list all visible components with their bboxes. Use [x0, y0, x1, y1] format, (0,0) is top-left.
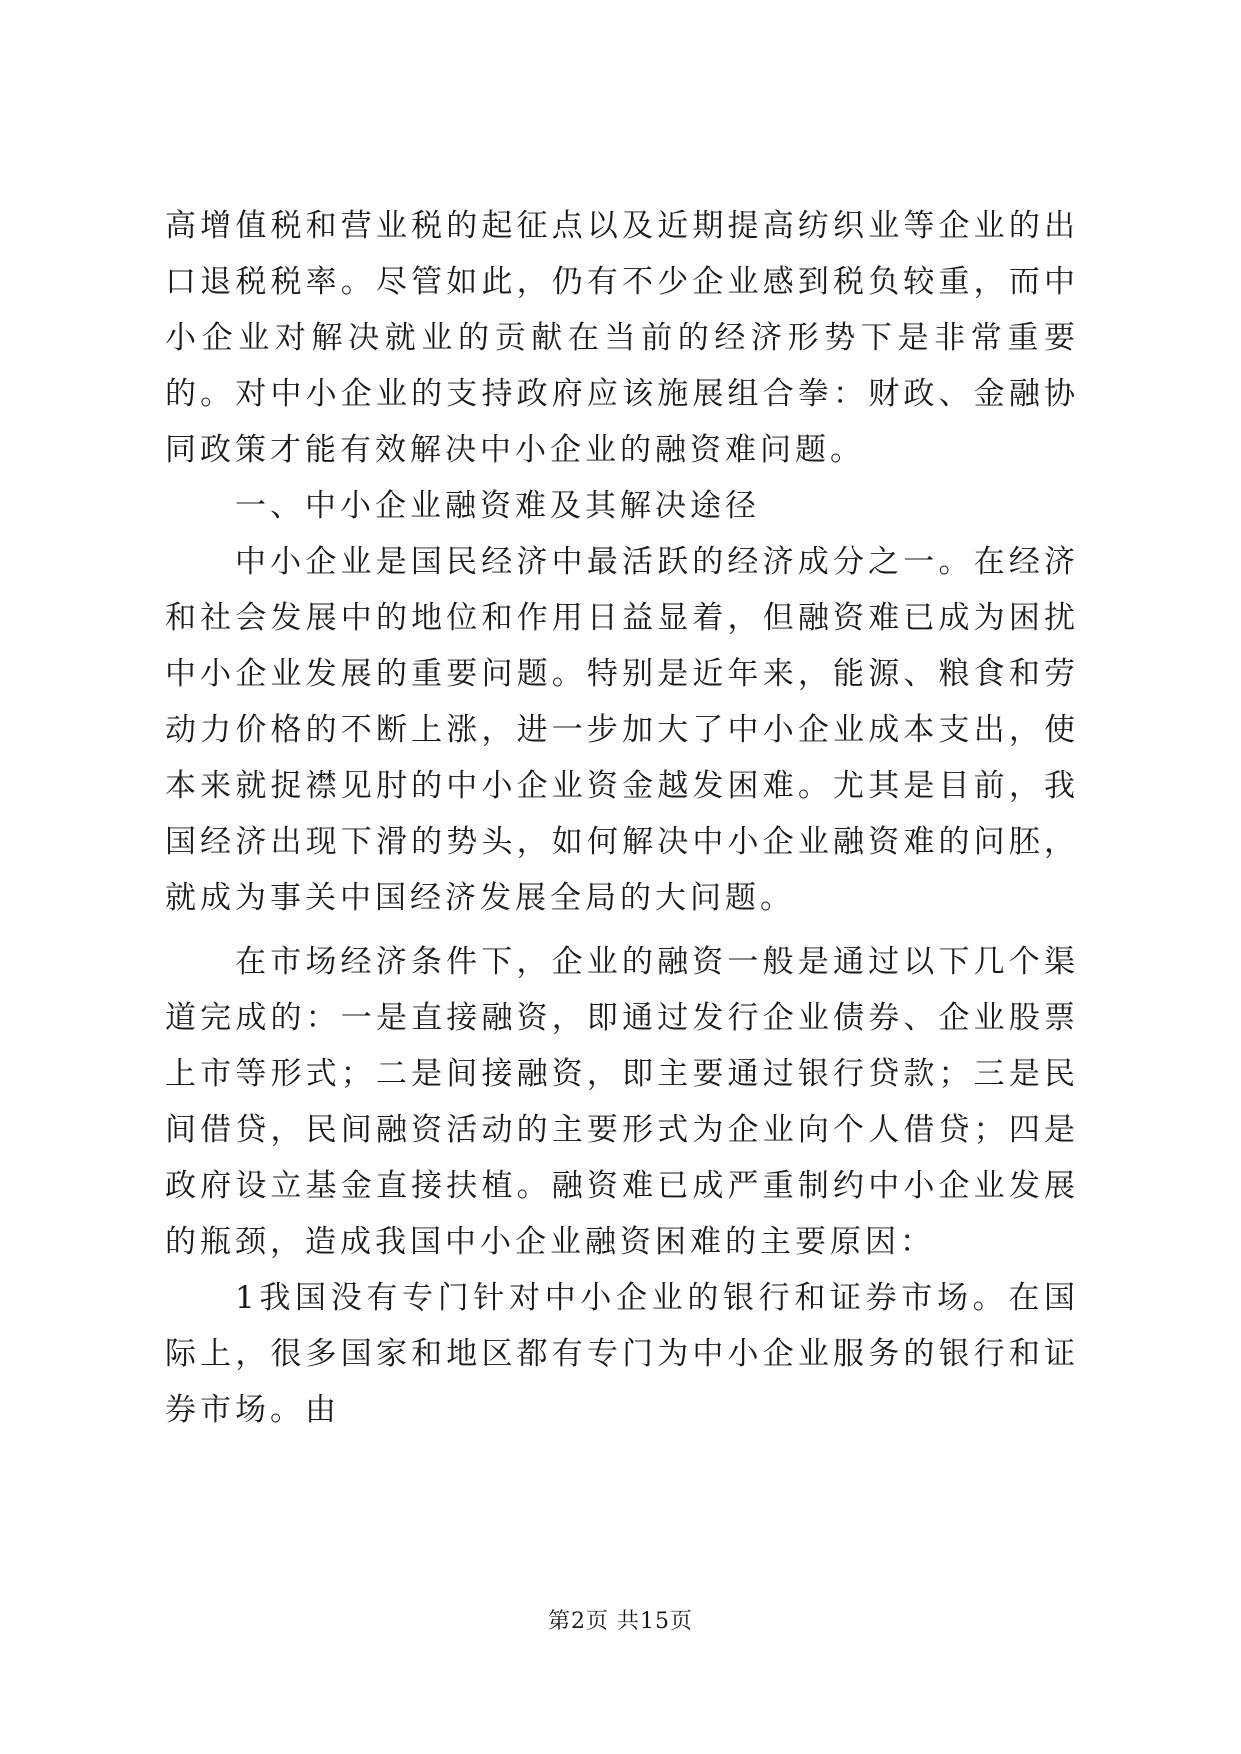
section-heading: 一、中小企业融资难及其解决途径 [235, 488, 760, 524]
page-footer: 第2页 共15页 [548, 1609, 693, 1634]
paragraph: 中小企业是国民经济中最活跃的经济成分之一。在经济和社会发展中的地位和作用日益显着，但融资难已成为困扰中小企业发展的重要问题。特别是近年来，能源、粮食和劳动力价格的不断上涨，进一步加大了中小企业成本支出，使本来就捉襟见肘的中小企业资金越发困难。尤其是目前，我国经济出现下滑的势头，如何解决中小企业融资难的问胚，就成为事关中国经济发展全局的大问题。 [165, 544, 1079, 916]
paragraph-continued: 高增值税和营业税的起征点以及近期提高纺织业等企业的出口退税税率。尽管如此，仍有不少企业感到税负较重，而中小企业对解决就业的贡献在当前的经济形势下是非常重要的。对中小企业的支持政府应该施展组合拳：财政、金融协同政策才能有效解决中小企业的融资难问题。 [165, 208, 1079, 468]
document-body [165, 198, 1079, 1438]
paragraph: 1我国没有专门针对中小企业的银行和证券市场。在国际上，很多国家和地区都有专门为中小企业服务的银行和证券市场。由 [165, 1280, 1079, 1428]
paragraph: 在市场经济条件下，企业的融资一般是通过以下几个渠道完成的：一是直接融资，即通过发行企业债券、企业股票上市等形式；二是间接融资，即主要通过银行贷款；三是民间借贷，民间融资活动的主要形式为企业向个人借贷；四是政府设立基金直接扶植。融资难已成严重制约中小企业发展的瓶颈，造成我国中小企业融资困难的主要原因： [165, 944, 1079, 1260]
